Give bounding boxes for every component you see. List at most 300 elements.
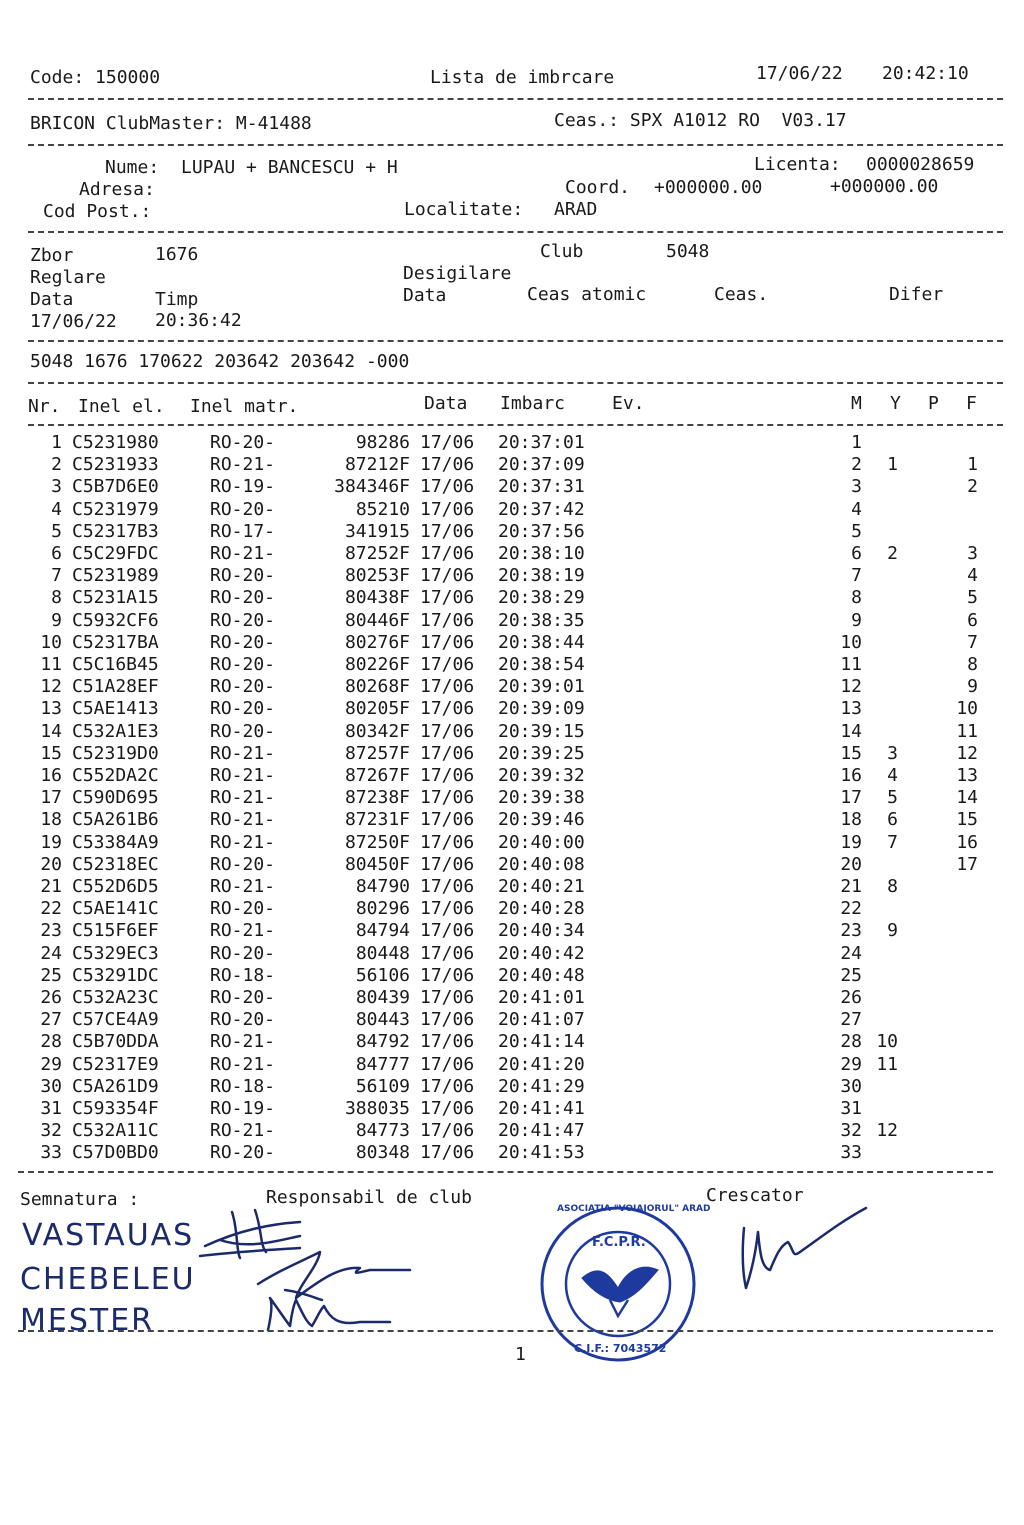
table-row <box>0 432 1024 454</box>
row-electronic-ring: C5B70DDA <box>72 1031 159 1053</box>
row-f: 4 <box>967 565 978 587</box>
row-m: 16 <box>840 765 862 786</box>
row-date: 17/06 <box>420 831 475 853</box>
city-label: Localitate: <box>404 199 524 220</box>
row-electronic-ring: C52317B3 <box>72 520 159 542</box>
separator <box>28 382 1003 384</box>
row-nr: 5 <box>51 520 62 542</box>
row-m: 14 <box>840 720 862 742</box>
city: ARAD <box>554 199 598 220</box>
row-ring-number: 98286 <box>355 432 410 453</box>
row-date: 17/06 <box>420 1098 475 1119</box>
table-row <box>0 543 1024 565</box>
row-m: 19 <box>840 831 862 853</box>
row-m: 29 <box>840 1053 862 1075</box>
clock-info: Ceas.: SPX A1012 RO V03.17 <box>554 110 847 131</box>
row-ring-prefix: RO-21- <box>210 809 276 831</box>
row-nr: 17 <box>40 787 62 809</box>
table-row <box>0 632 1024 654</box>
row-time: 20:41:47 <box>498 1120 585 1142</box>
signature-label: Semnatura : <box>20 1189 140 1210</box>
stamp-bottom-text: C.I.F.: 7043572 <box>574 1342 667 1355</box>
row-electronic-ring: C52318EC <box>72 853 159 875</box>
row-electronic-ring: C5231933 <box>72 454 159 476</box>
row-date: 17/06 <box>420 964 475 986</box>
row-date: 17/06 <box>420 654 475 675</box>
row-nr: 28 <box>40 1031 62 1053</box>
row-nr: 11 <box>40 654 62 675</box>
row-ring-number: 341915 <box>344 520 410 542</box>
row-y: 4 <box>887 765 898 786</box>
separator <box>18 1171 993 1173</box>
col-header-data: Data <box>424 393 468 414</box>
row-time: 20:39:15 <box>498 720 585 742</box>
row-f: 11 <box>956 720 978 742</box>
row-time: 20:38:10 <box>498 543 585 564</box>
table-row <box>0 1009 1024 1031</box>
row-ring-number: 80438F <box>344 587 410 609</box>
row-ring-prefix: RO-20- <box>210 698 276 720</box>
table-row <box>0 987 1024 1009</box>
row-date: 17/06 <box>420 876 475 897</box>
col-header-ev: Ev. <box>612 393 645 414</box>
row-electronic-ring: C57D0BD0 <box>72 1142 159 1164</box>
row-time: 20:37:56 <box>498 520 585 542</box>
row-ring-number: 84773 <box>355 1120 410 1142</box>
breeder-label: Crescator <box>706 1185 804 1206</box>
row-time: 20:39:46 <box>498 809 585 831</box>
row-ring-number: 80268F <box>344 676 410 698</box>
row-m: 3 <box>851 476 862 498</box>
table-row <box>0 743 1024 765</box>
stamp-top-text: ASOCIATIA "VOIAJORUL" ARAD <box>557 1204 711 1214</box>
row-date: 17/06 <box>420 809 475 831</box>
row-time: 20:39:09 <box>498 698 585 720</box>
row-ring-prefix: RO-20- <box>210 942 276 964</box>
table-row <box>0 854 1024 876</box>
col-header-inel-el: Inel el. <box>78 396 165 417</box>
row-time: 20:37:31 <box>498 476 585 498</box>
row-time: 20:40:28 <box>498 898 585 920</box>
row-nr: 19 <box>40 831 62 853</box>
row-m: 31 <box>840 1098 862 1119</box>
row-ring-number: 80446F <box>344 609 410 631</box>
row-ring-number: 80443 <box>355 1009 410 1031</box>
row-time: 20:39:01 <box>498 676 585 698</box>
row-f: 9 <box>967 676 978 698</box>
row-time: 20:39:25 <box>498 742 585 764</box>
row-y: 9 <box>887 920 898 942</box>
row-ring-prefix: RO-21- <box>210 1031 276 1053</box>
row-electronic-ring: C5329EC3 <box>72 942 159 964</box>
table-row <box>0 698 1024 720</box>
row-y: 11 <box>876 1053 898 1075</box>
row-f: 10 <box>956 698 978 720</box>
handwritten-name: CHEBELEU <box>20 1262 196 1297</box>
row-f: 12 <box>956 742 978 764</box>
row-date: 17/06 <box>420 1120 475 1142</box>
row-nr: 9 <box>51 609 62 631</box>
row-ring-prefix: RO-20- <box>210 1009 276 1031</box>
row-date: 17/06 <box>420 720 475 742</box>
row-ring-number: 388035 <box>344 1098 410 1119</box>
row-ring-prefix: RO-20- <box>210 631 276 653</box>
signature-4 <box>743 1208 866 1288</box>
row-nr: 33 <box>40 1142 62 1164</box>
row-ring-prefix: RO-20- <box>210 587 276 609</box>
row-nr: 7 <box>51 565 62 587</box>
row-nr: 20 <box>40 853 62 875</box>
row-nr: 15 <box>40 742 62 764</box>
table-row <box>0 676 1024 698</box>
table-row <box>0 1054 1024 1076</box>
row-m: 13 <box>840 698 862 720</box>
row-date: 17/06 <box>420 498 475 520</box>
row-ring-prefix: RO-21- <box>210 876 276 897</box>
row-f: 2 <box>967 476 978 498</box>
row-nr: 13 <box>40 698 62 720</box>
row-ring-prefix: RO-21- <box>210 1120 276 1142</box>
row-date: 17/06 <box>420 587 475 609</box>
row-m: 1 <box>851 432 862 453</box>
row-nr: 24 <box>40 942 62 964</box>
row-m: 22 <box>840 898 862 920</box>
row-ring-prefix: RO-18- <box>210 964 276 986</box>
row-electronic-ring: C590D695 <box>72 787 159 809</box>
table-row <box>0 765 1024 787</box>
row-f: 8 <box>967 654 978 675</box>
stamp-middle-text: F.C.P.R. <box>592 1235 646 1250</box>
row-m: 20 <box>840 853 862 875</box>
table-row <box>0 943 1024 965</box>
row-nr: 31 <box>40 1098 62 1119</box>
table-row <box>0 1031 1024 1053</box>
table-row <box>0 721 1024 743</box>
row-time: 20:40:42 <box>498 942 585 964</box>
row-date: 17/06 <box>420 742 475 764</box>
row-date: 17/06 <box>420 1075 475 1097</box>
table-row <box>0 476 1024 498</box>
signature-1 <box>200 1210 300 1258</box>
row-m: 17 <box>840 787 862 809</box>
row-electronic-ring: C5AE1413 <box>72 698 159 720</box>
zbor-label: Zbor <box>30 245 74 266</box>
table-row <box>0 787 1024 809</box>
row-nr: 21 <box>40 876 62 897</box>
row-m: 8 <box>851 587 862 609</box>
data-label: Data <box>30 289 74 310</box>
separator <box>18 1330 993 1332</box>
row-ring-prefix: RO-20- <box>210 720 276 742</box>
row-y: 3 <box>887 742 898 764</box>
row-time: 20:38:44 <box>498 631 585 653</box>
row-m: 33 <box>840 1142 862 1164</box>
row-date: 17/06 <box>420 543 475 564</box>
coord-y: +000000.00 <box>830 176 939 197</box>
row-y: 10 <box>876 1031 898 1053</box>
row-electronic-ring: C52317BA <box>72 631 159 653</box>
row-f: 17 <box>956 853 978 875</box>
row-ring-number: 84777 <box>355 1053 410 1075</box>
row-ring-prefix: RO-21- <box>210 742 276 764</box>
separator <box>28 231 1003 233</box>
row-electronic-ring: C5A261D9 <box>72 1075 159 1097</box>
row-electronic-ring: C5231979 <box>72 498 159 520</box>
row-m: 5 <box>851 520 862 542</box>
separator <box>28 144 1003 146</box>
table-row <box>0 1098 1024 1120</box>
row-time: 20:41:53 <box>498 1142 585 1164</box>
row-ring-prefix: RO-20- <box>210 432 276 453</box>
row-ring-number: 80439 <box>355 987 410 1008</box>
col-header-p: P <box>928 393 939 414</box>
row-ring-number: 84790 <box>355 876 410 897</box>
row-ring-number: 80448 <box>355 942 410 964</box>
row-date: 17/06 <box>420 609 475 631</box>
row-m: 21 <box>840 876 862 897</box>
postcode-label: Cod Post.: <box>43 201 152 222</box>
row-date: 17/06 <box>420 987 475 1008</box>
club-label: Club <box>540 241 584 262</box>
row-time: 20:41:01 <box>498 987 585 1008</box>
row-electronic-ring: C53384A9 <box>72 831 159 853</box>
coord-x: +000000.00 <box>654 177 763 198</box>
row-electronic-ring: C52317E9 <box>72 1053 159 1075</box>
row-ring-number: 80296 <box>355 898 410 920</box>
row-date: 17/06 <box>420 1031 475 1053</box>
row-time: 20:38:29 <box>498 587 585 609</box>
row-electronic-ring: C52319D0 <box>72 742 159 764</box>
row-nr: 6 <box>51 543 62 564</box>
row-ring-prefix: RO-21- <box>210 831 276 853</box>
row-ring-number: 56109 <box>355 1075 410 1097</box>
row-ring-number: 80348 <box>355 1142 410 1164</box>
row-ring-prefix: RO-20- <box>210 898 276 920</box>
table-row <box>0 565 1024 587</box>
row-ring-number: 80276F <box>344 631 410 653</box>
row-ring-prefix: RO-21- <box>210 765 276 786</box>
row-ring-prefix: RO-20- <box>210 853 276 875</box>
row-electronic-ring: C532A11C <box>72 1120 159 1142</box>
table-row <box>0 654 1024 676</box>
row-time: 20:41:29 <box>498 1075 585 1097</box>
row-date: 17/06 <box>420 787 475 809</box>
row-ring-prefix: RO-18- <box>210 1075 276 1097</box>
owner-name: LUPAU + BANCESCU + H <box>181 157 398 178</box>
row-nr: 30 <box>40 1075 62 1097</box>
row-time: 20:38:19 <box>498 565 585 587</box>
row-date: 17/06 <box>420 1009 475 1031</box>
row-date: 17/06 <box>420 476 475 498</box>
row-ring-prefix: RO-20- <box>210 609 276 631</box>
reglare-date: 17/06/22 <box>30 311 117 332</box>
row-ring-prefix: RO-20- <box>210 676 276 698</box>
coord-label: Coord. <box>565 177 631 198</box>
table-row <box>0 1142 1024 1164</box>
row-electronic-ring: C57CE4A9 <box>72 1009 159 1031</box>
row-ring-number: 87250F <box>344 831 410 853</box>
row-nr: 22 <box>40 898 62 920</box>
row-electronic-ring: C515F6EF <box>72 920 159 942</box>
row-nr: 18 <box>40 809 62 831</box>
row-y: 8 <box>887 876 898 897</box>
row-ring-number: 80253F <box>344 565 410 587</box>
row-electronic-ring: C532A1E3 <box>72 720 159 742</box>
row-nr: 1 <box>51 432 62 453</box>
row-electronic-ring: C552D6D5 <box>72 876 159 897</box>
document-code: Code: 150000 <box>30 67 161 88</box>
row-ring-prefix: RO-21- <box>210 1053 276 1075</box>
row-time: 20:40:21 <box>498 876 585 897</box>
row-y: 12 <box>876 1120 898 1142</box>
row-electronic-ring: C593354F <box>72 1098 159 1119</box>
row-nr: 26 <box>40 987 62 1008</box>
table-row <box>0 920 1024 942</box>
table-row <box>0 1120 1024 1142</box>
row-nr: 14 <box>40 720 62 742</box>
row-time: 20:41:41 <box>498 1098 585 1119</box>
row-time: 20:40:34 <box>498 920 585 942</box>
row-time: 20:39:38 <box>498 787 585 809</box>
row-date: 17/06 <box>420 676 475 698</box>
row-ring-number: 87257F <box>344 742 410 764</box>
row-time: 20:40:08 <box>498 853 585 875</box>
row-m: 7 <box>851 565 862 587</box>
row-m: 24 <box>840 942 862 964</box>
table-row <box>0 809 1024 831</box>
signature-2 <box>258 1252 410 1300</box>
table-row <box>0 898 1024 920</box>
row-m: 28 <box>840 1031 862 1053</box>
row-m: 11 <box>840 654 862 675</box>
handwritten-name: MESTER <box>20 1303 155 1338</box>
row-date: 17/06 <box>420 920 475 942</box>
row-date: 17/06 <box>420 631 475 653</box>
licence-number: 0000028659 <box>866 154 975 175</box>
row-time: 20:38:54 <box>498 654 585 675</box>
row-electronic-ring: C5C16B45 <box>72 654 159 675</box>
row-m: 32 <box>840 1120 862 1142</box>
row-f: 14 <box>956 787 978 809</box>
row-nr: 3 <box>51 476 62 498</box>
row-nr: 4 <box>51 498 62 520</box>
table-row <box>0 499 1024 521</box>
row-m: 4 <box>851 498 862 520</box>
ceas-label: Ceas. <box>714 284 769 305</box>
row-y: 1 <box>887 454 898 476</box>
row-m: 18 <box>840 809 862 831</box>
club-number: 5048 <box>666 241 710 262</box>
timp-label: Timp <box>155 289 199 310</box>
row-ring-prefix: RO-21- <box>210 787 276 809</box>
row-time: 20:40:00 <box>498 831 585 853</box>
row-date: 17/06 <box>420 765 475 786</box>
row-ring-number: 85210 <box>355 498 410 520</box>
row-f: 16 <box>956 831 978 853</box>
row-y: 2 <box>887 543 898 564</box>
row-time: 20:37:01 <box>498 432 585 453</box>
row-nr: 29 <box>40 1053 62 1075</box>
row-electronic-ring: C5932CF6 <box>72 609 159 631</box>
col-header-inel-matr: Inel matr. <box>190 396 299 417</box>
system-name: BRICON ClubMaster: M-41488 <box>30 113 312 134</box>
row-f: 6 <box>967 609 978 631</box>
row-f: 5 <box>967 587 978 609</box>
desigilare-label: Desigilare <box>403 263 512 284</box>
print-date: 17/06/22 <box>756 63 843 84</box>
address-label: Adresa: <box>79 179 155 200</box>
row-m: 12 <box>840 676 862 698</box>
row-ring-number: 80342F <box>344 720 410 742</box>
difer-label: Difer <box>889 284 944 305</box>
row-m: 26 <box>840 987 862 1008</box>
row-nr: 2 <box>51 454 62 476</box>
row-date: 17/06 <box>420 565 475 587</box>
ceas-atomic-label: Ceas atomic <box>527 284 647 305</box>
reglare-label: Reglare <box>30 267 106 288</box>
club-responsible-label: Responsabil de club <box>266 1187 472 1208</box>
col-header-y: Y <box>890 393 901 414</box>
row-ring-prefix: RO-20- <box>210 987 276 1008</box>
row-date: 17/06 <box>420 1053 475 1075</box>
row-time: 20:41:07 <box>498 1009 585 1031</box>
col-header-f: F <box>966 393 977 414</box>
row-ring-number: 84794 <box>355 920 410 942</box>
row-ring-number: 87231F <box>344 809 410 831</box>
row-electronic-ring: C532A23C <box>72 987 159 1008</box>
row-ring-prefix: RO-21- <box>210 543 276 564</box>
row-electronic-ring: C5231A15 <box>72 587 159 609</box>
row-electronic-ring: C5C29FDC <box>72 543 159 564</box>
row-electronic-ring: C5A261B6 <box>72 809 159 831</box>
row-electronic-ring: C51A28EF <box>72 676 159 698</box>
row-date: 17/06 <box>420 432 475 453</box>
row-nr: 25 <box>40 964 62 986</box>
row-m: 10 <box>840 631 862 653</box>
name-label: Nume: <box>105 157 160 178</box>
zbor-number: 1676 <box>155 244 199 265</box>
row-y: 6 <box>887 809 898 831</box>
row-ring-number: 87252F <box>344 543 410 564</box>
row-ring-prefix: RO-19- <box>210 1098 276 1119</box>
handwritten-name: VASTAUAS <box>22 1218 195 1253</box>
row-time: 20:41:14 <box>498 1031 585 1053</box>
table-row <box>0 521 1024 543</box>
row-date: 17/06 <box>420 853 475 875</box>
row-nr: 16 <box>40 765 62 786</box>
row-y: 7 <box>887 831 898 853</box>
row-time: 20:38:35 <box>498 609 585 631</box>
row-ring-number: 384346F <box>334 476 410 498</box>
table-row <box>0 876 1024 898</box>
row-f: 3 <box>967 543 978 564</box>
row-date: 17/06 <box>420 520 475 542</box>
row-ring-prefix: RO-19- <box>210 476 276 498</box>
row-ring-prefix: RO-21- <box>210 920 276 942</box>
row-date: 17/06 <box>420 898 475 920</box>
row-ring-number: 87267F <box>344 765 410 786</box>
separator <box>28 98 1003 100</box>
row-electronic-ring: C5231989 <box>72 565 159 587</box>
row-electronic-ring: C5231980 <box>72 432 159 453</box>
row-ring-prefix: RO-17- <box>210 520 276 542</box>
licence-label: Licenta: <box>754 154 841 175</box>
row-ring-prefix: RO-21- <box>210 454 276 476</box>
row-electronic-ring: C53291DC <box>72 964 159 986</box>
row-m: 6 <box>851 543 862 564</box>
row-ring-number: 87212F <box>344 454 410 476</box>
row-date: 17/06 <box>420 942 475 964</box>
